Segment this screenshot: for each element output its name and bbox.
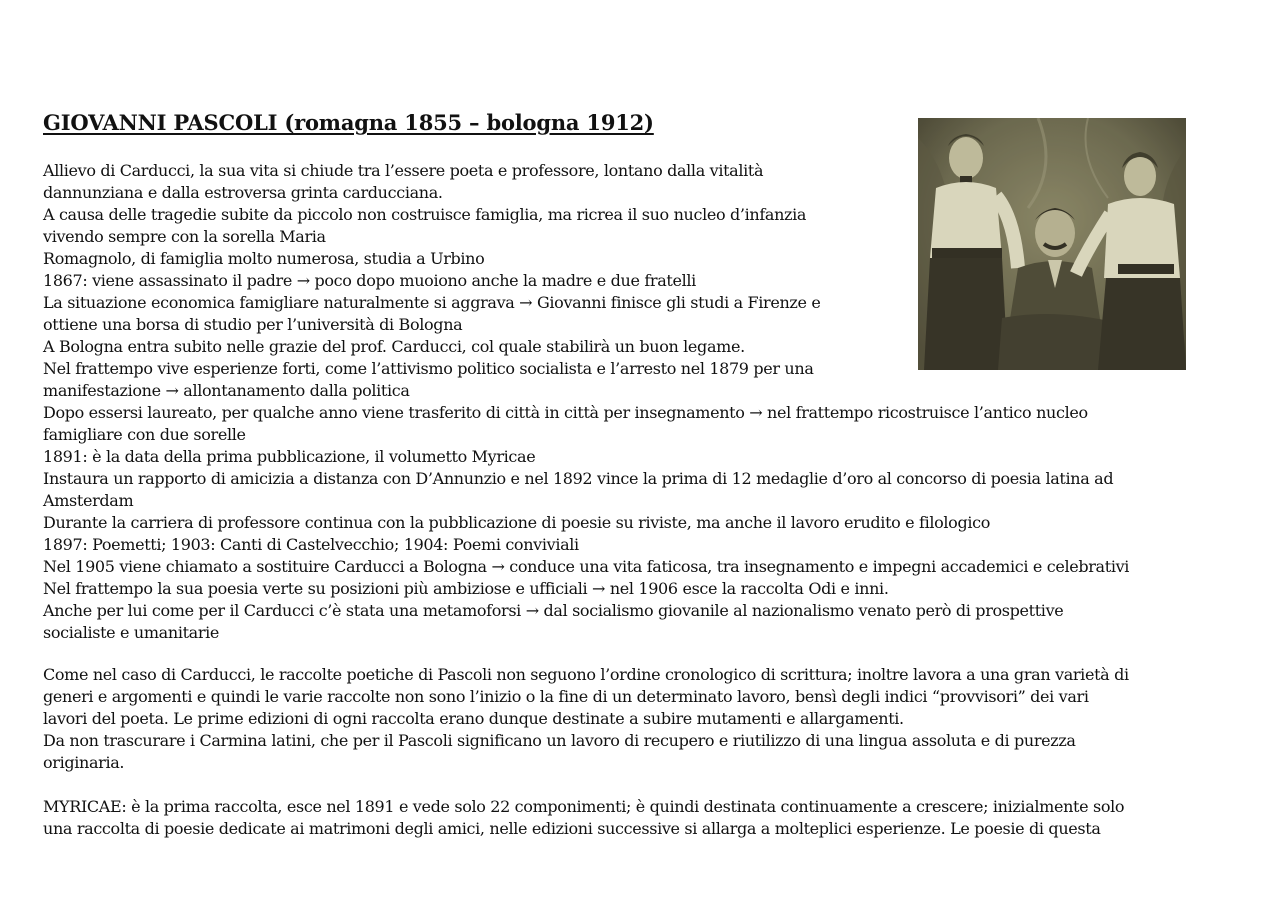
- biography-line: dannunziana e dalla estroversa grinta carducciana.: [43, 183, 443, 202]
- biography-line: Dopo essersi laureato, per qualche anno viene trasferito di città in città per insegnamento → nel frattempo ricostruisce l’antico nucleo: [43, 403, 1088, 422]
- biography-line: Romagnolo, di famiglia molto numerosa, studia a Urbino: [43, 249, 485, 268]
- collections-line: Da non trascurare i Carmina latini, che per il Pascoli significano un lavoro di recupero e riutilizzo di una lingua assoluta e di purezza: [43, 731, 1076, 750]
- biography-line: Amsterdam: [43, 491, 134, 510]
- biography-line: 1867: viene assassinato il padre → poco dopo muoiono anche la madre e due fratelli: [43, 271, 696, 290]
- collections-line: generi e argomenti e quindi le varie raccolte non sono l’inizio o la fine di un determinato lavoro, bensì degli indici “provvisori” dei vari: [43, 687, 1089, 706]
- biography-line: manifestazione → allontanamento dalla politica: [43, 381, 410, 400]
- biography-line: vivendo sempre con la sorella Maria: [43, 227, 326, 246]
- biography-line: Nel frattempo vive esperienze forti, come l’attivismo politico socialista e l’arresto nel 1879 per una: [43, 359, 814, 378]
- biography-line: La situazione economica famigliare naturalmente si aggrava → Giovanni finisce gli studi a Firenze e: [43, 293, 821, 312]
- collections-line: originaria.: [43, 753, 125, 772]
- page-title: GIOVANNI PASCOLI (romagna 1855 – bologna 1912): [43, 110, 654, 135]
- biography-line: A Bologna entra subito nelle grazie del prof. Carducci, col quale stabilirà un buon legame.: [43, 337, 745, 356]
- biography-line: Instaura un rapporto di amicizia a distanza con D’Annunzio e nel 1892 vince la prima di 12 medaglie d’oro al concorso di poesia latina ad: [43, 469, 1114, 488]
- collections-line: Come nel caso di Carducci, le raccolte poetiche di Pascoli non seguono l’ordine cronologico di scrittura; inoltre lavora a una gran varietà di: [43, 665, 1129, 684]
- myricae-line: MYRICAE: è la prima raccolta, esce nel 1891 e vede solo 22 componimenti; è quindi destinata continuamente a crescere; inizialmente solo: [43, 797, 1125, 816]
- biography-line: Anche per lui come per il Carducci c’è stata una metamoforsi → dal socialismo giovanile al nazionalismo venato però di prospettive: [43, 601, 1064, 620]
- biography-line: Durante la carriera di professore continua con la pubblicazione di poesie su riviste, ma anche il lavoro erudito e filologico: [43, 513, 991, 532]
- biography-line: ottiene una borsa di studio per l’università di Bologna: [43, 315, 463, 334]
- biography-line: Nel frattempo la sua poesia verte su posizioni più ambiziose e ufficiali → nel 1906 esce la raccolta Odi e inni.: [43, 579, 889, 598]
- myricae-line: una raccolta di poesie dedicate ai matrimoni degli amici, nelle edizioni successive si allarga a molteplici esperienze. Le poesie di questa: [43, 819, 1101, 838]
- biography-line: 1897: Poemetti; 1903: Canti di Castelvecchio; 1904: Poemi conviviali: [43, 535, 579, 554]
- myricae-paragraph: [43, 796, 1124, 840]
- biography-line: Allievo di Carducci, la sua vita si chiude tra l’essere poeta e professore, lontano dalla vitalità: [43, 161, 764, 180]
- biography-text: [43, 160, 1129, 644]
- biography-line: A causa delle tragedie subite da piccolo non costruisce famiglia, ma ricrea il suo nucleo d’infanzia: [43, 205, 807, 224]
- biography-line: Nel 1905 viene chiamato a sostituire Carducci a Bologna → conduce una vita faticosa, tra insegnamento e impegni accademici e celebrativi: [43, 557, 1130, 576]
- biography-line: socialiste e umanitarie: [43, 623, 220, 642]
- biography-line: famigliare con due sorelle: [43, 425, 246, 444]
- collections-line: lavori del poeta. Le prime edizioni di ogni raccolta erano dunque destinate a subire mutamenti e allargamenti.: [43, 709, 904, 728]
- biography-line: 1891: è la data della prima pubblicazione, il volumetto Myricae: [43, 447, 536, 466]
- collections-paragraph: [43, 664, 1129, 774]
